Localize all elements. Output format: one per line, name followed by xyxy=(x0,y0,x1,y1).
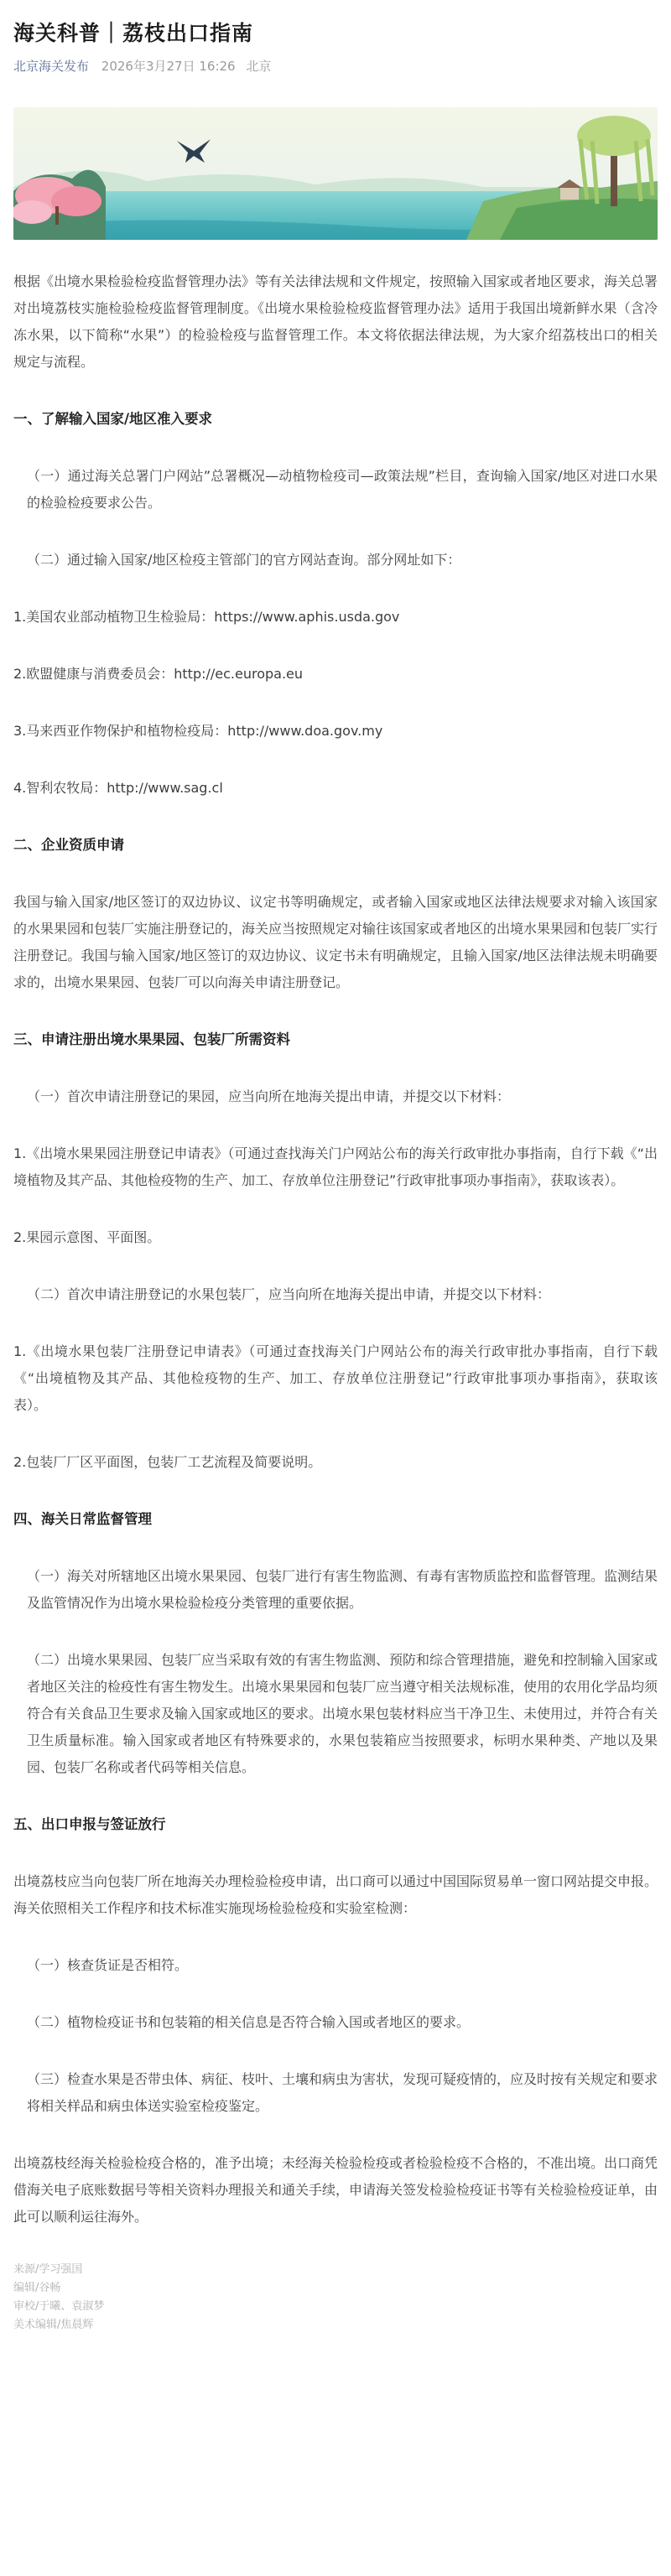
article-credits xyxy=(13,2261,658,2334)
body-paragraph: （三）检查水果是否带虫体、病征、枝叶、土壤和病虫为害状，发现可疑疫情的，应及时按有关规定和要求将相关样品和病虫体送实验室检疫鉴定。 xyxy=(27,2071,658,2114)
article-body xyxy=(13,268,658,2231)
article-title: 海关科普｜荔枝出口指南 xyxy=(13,21,254,45)
credit-line: 美术编辑/焦晨辉 xyxy=(13,2319,94,2331)
body-paragraph: 3.马来西亚作物保护和植物检疫局：http://www.doa.gov.my xyxy=(13,723,383,739)
body-paragraph: （一）通过海关总署门户网站”总署概况—动植物检疫司—政策法规”栏目，查询输入国家/地区对进口水果的检验检疫要求公告。 xyxy=(27,468,658,511)
body-paragraph: 根据《出境水果检验检疫监督管理办法》等有关法律法规和文件规定，按照输入国家或者地区要求，海关总署对出境荔枝实施检验检疫监督管理制度。《出境水果检验检疫监督管理办法》适用于我国出境新鲜水果（含冷冻水果，以下简称“水果”）的检验检疫与监督管理工作。本文将依据法律法规，为大家介绍荔枝出口的相关规定与流程。 xyxy=(13,273,658,370)
body-paragraph: 1.《出境水果果园注册登记申请表》（可通过查找海关门户网站公布的海关行政审批办事指南，自行下载《“出境植物及其产品、其他检疫物的生产、加工、存放单位注册登记”行政审批事项办事指南》，获取该表）。 xyxy=(13,1145,658,1188)
body-paragraph: 4.智利农牧局：http://www.sag.cl xyxy=(13,780,223,796)
credit-line: 来源/学习强国 xyxy=(13,2263,83,2276)
credit-line: 编辑/谷畅 xyxy=(13,2282,61,2294)
body-paragraph: （一）核查货证是否相符。 xyxy=(27,1957,189,1973)
publish-location: 北京 xyxy=(246,59,272,74)
banner-illustration xyxy=(13,107,658,240)
section-heading: 五、出口申报与签证放行 xyxy=(13,1816,166,1832)
article-meta xyxy=(13,57,658,75)
body-paragraph: 我国与输入国家/地区签订的双边协议、议定书等明确规定，或者输入国家或地区法律法规要求对输入该国家的水果果园和包装厂实施注册登记的，海关应当按照规定对输往该国家或者地区的出境水果果园和包装厂实行注册登记。我国与输入国家/地区签订的双边协议、议定书未有明确规定，且输入国家/地区法律法规未明确要求的，出境水果果园、包装厂可以向海关申请注册登记。 xyxy=(13,894,658,990)
body-paragraph: 2.果园示意图、平面图。 xyxy=(13,1229,161,1245)
publish-date: 2026年3月27日 16:26 xyxy=(101,59,236,74)
account-name-link[interactable]: 北京海关发布 xyxy=(13,59,90,74)
body-paragraph: （二）植物检疫证书和包装箱的相关信息是否符合输入国或者地区的要求。 xyxy=(27,2014,471,2030)
body-paragraph: （二）通过输入国家/地区检疫主管部门的官方网站查询。部分网址如下： xyxy=(27,552,461,568)
body-paragraph: （二）出境水果果园、包装厂应当采取有效的有害生物监测、预防和综合管理措施，避免和控制输入国家或者地区关注的检疫性有害生物发生。出境水果果园和包装厂应当遵守相关法规标准，使用的农用化学品均须符合有关食品卫生要求及输入国家或地区的要求。出境水果包装材料应当干净卫生、未使用过，并符合有关卫生质量标准。输入国家或者地区有特殊要求的，水果包装箱应当按照要求，标明水果种类、产地以及果园、包装厂名称或者代码等相关信息。 xyxy=(27,1652,658,1775)
body-paragraph: （一）海关对所辖地区出境水果果园、包装厂进行有害生物监测、有毒有害物质监控和监督管理。监测结果及监管情况作为出境水果检验检疫分类管理的重要依据。 xyxy=(27,1568,658,1611)
section-heading: 三、申请注册出境水果果园、包装厂所需资料 xyxy=(13,1031,290,1047)
section-heading: 四、海关日常监督管理 xyxy=(13,1511,152,1527)
body-paragraph: （二）首次申请注册登记的水果包装厂，应当向所在地海关提出申请，并提交以下材料： xyxy=(27,1286,551,1302)
body-paragraph: 1.美国农业部动植物卫生检验局：https://www.aphis.usda.gov xyxy=(13,609,400,625)
body-paragraph: （一）首次申请注册登记的果园，应当向所在地海关提出申请，并提交以下材料： xyxy=(27,1088,511,1104)
section-heading: 一、了解输入国家/地区准入要求 xyxy=(13,411,213,427)
body-paragraph: 出境荔枝经海关检验检疫合格的，准予出境；未经海关检验检疫或者检验检疫不合格的，不准出境。出口商凭借海关电子底账数据号等相关资料办理报关和通关手续，申请海关签发检验检疫证书等有关检验检疫证单，由此可以顺利运往海外。 xyxy=(13,2155,658,2225)
body-paragraph: 2.包装厂厂区平面图，包装厂工艺流程及简要说明。 xyxy=(13,1454,322,1470)
body-paragraph: 1.《出境水果包装厂注册登记申请表》（可通过查找海关门户网站公布的海关行政审批办事指南，自行下载《“出境植物及其产品、其他检疫物的生产、加工、存放单位注册登记”行政审批事项办事指南》，获取该表）。 xyxy=(13,1343,658,1413)
body-paragraph: 2.欧盟健康与消费委员会：http://ec.europa.eu xyxy=(13,666,304,682)
credit-line: 审校/于曦、袁淑梦 xyxy=(13,2300,105,2313)
section-heading: 二、企业资质申请 xyxy=(13,837,124,853)
body-paragraph: 出境荔枝应当向包装厂所在地海关办理检验检疫申请，出口商可以通过中国国际贸易单一窗口网站提交申报。海关依照相关工作程序和技术标准实施现场检验检疫和实验室检测： xyxy=(13,1873,658,1916)
